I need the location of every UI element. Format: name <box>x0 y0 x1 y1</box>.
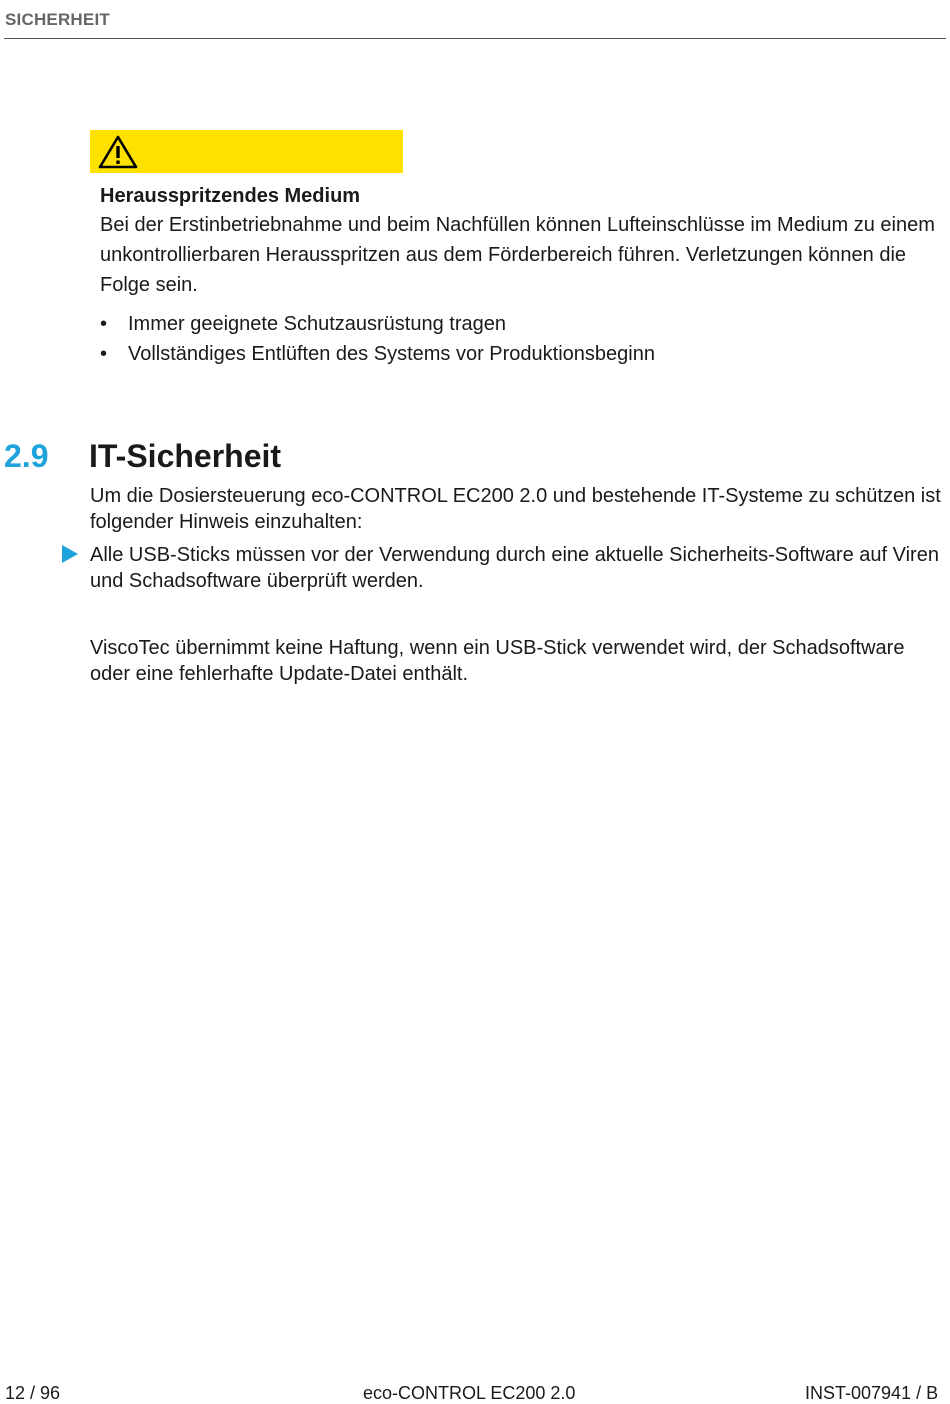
warning-measures-list <box>100 309 940 369</box>
section-number: 2.9 <box>4 438 49 474</box>
play-arrow-icon <box>62 545 78 563</box>
list-item-text: Vollständiges Entlüften des Systems vor Produktionsbeginn <box>128 343 655 365</box>
list-item <box>100 339 940 369</box>
footer-doc-id: INST-007941 / B <box>805 1383 939 1403</box>
warning-banner <box>90 130 403 173</box>
running-header: SICHERHEIT <box>5 10 110 29</box>
liability-note: ViscoTec übernimmt keine Haftung, wenn ein USB-Stick verwendet wird, der Schadsoftware oder eine fehlerhafte Update-Datei enthält. <box>90 637 905 685</box>
list-item-text: Immer geeignete Schutzausrüstung tragen <box>128 313 506 335</box>
bullet-icon: • <box>100 313 108 335</box>
bullet-icon: • <box>100 343 108 365</box>
warning-text: Bei der Erstinbetriebnahme und beim Nachfüllen können Lufteinschlüsse im Medium zu einem unkontrollierbaren Herausspritzen aus dem Förderbereich führen. Verletzungen können die Folge sein. <box>100 214 935 296</box>
section-intro: Um die Dosiersteuerung eco-CONTROL EC200 2.0 und bestehende IT-Systeme zu schützen ist folgender Hinweis einzuhalten: <box>90 485 941 533</box>
instruction-step: Alle USB-Sticks müssen vor der Verwendung durch eine aktuelle Sicherheits-Software auf Viren und Schadsoftware überprüft werden. <box>90 544 939 592</box>
header-divider <box>4 38 946 39</box>
section-title: IT-Sicherheit <box>89 438 282 474</box>
page-number: 12 / 96 <box>5 1383 61 1403</box>
list-item <box>100 309 940 339</box>
warning-triangle-icon <box>98 134 138 170</box>
footer-product: eco-CONTROL EC200 2.0 <box>363 1383 576 1403</box>
warning-title: Herausspritzendes Medium <box>100 185 361 207</box>
